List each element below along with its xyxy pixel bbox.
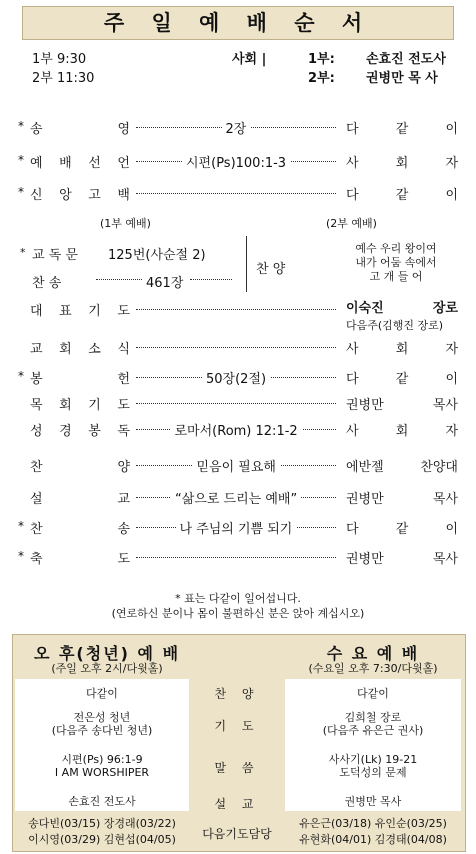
order-label: 교 회 소 식 bbox=[30, 342, 130, 357]
order-row bbox=[18, 184, 458, 204]
wednesday-word-2: 도덕성의 문제 bbox=[339, 766, 407, 779]
afternoon-word-2: I AM WORSHIPER bbox=[54, 766, 150, 779]
hymn-label: 찬 송 bbox=[32, 276, 62, 291]
order-leader: 권병만 목사 bbox=[346, 398, 458, 413]
order-row bbox=[18, 420, 458, 440]
order-leader: 다 같 이 bbox=[346, 522, 458, 537]
order-label: 봉 헌 bbox=[30, 372, 130, 387]
middle-sermon-label: 설 교 bbox=[214, 797, 260, 811]
first-host-name: 손효진 전도사 bbox=[366, 52, 446, 67]
praise-song-3: 고 개 들 어 bbox=[369, 270, 423, 283]
second-host-label: 2부: bbox=[308, 71, 335, 86]
wednesday-prayer-1: 김희철 장로 bbox=[344, 711, 402, 724]
stand-marker: * bbox=[18, 185, 24, 199]
page-title: 주 일 예 배 순 서 bbox=[22, 6, 454, 40]
wednesday-praise: 다같이 bbox=[357, 687, 389, 700]
afternoon-duty-1: 송다빈(03/15) 장경래(03/22) bbox=[28, 817, 176, 830]
stand-marker: * bbox=[18, 519, 24, 533]
order-detail: 믿음이 필요해 bbox=[193, 456, 280, 475]
order-detail: 로마서(Rom) 12:1-2 bbox=[171, 420, 302, 439]
afternoon-duty-2: 이시영(03/29) 김현섭(04/05) bbox=[28, 833, 176, 846]
middle-word-label: 말 씀 bbox=[214, 761, 260, 775]
second-service-time: 2부 11:30 bbox=[32, 71, 95, 86]
praise-label: 찬 양 bbox=[256, 262, 286, 277]
leader-dots bbox=[136, 347, 336, 348]
order-leader: 사 회 자 bbox=[346, 156, 458, 171]
order-label: 설 교 bbox=[30, 492, 130, 507]
stand-marker: * bbox=[18, 549, 24, 563]
order-row bbox=[18, 548, 458, 568]
order-row bbox=[18, 338, 458, 358]
order-detail: 시편(Ps)100:1-3 bbox=[182, 152, 290, 171]
order-label: 성 경 봉 독 bbox=[30, 424, 130, 439]
order-row bbox=[18, 456, 458, 476]
order-leader: 권병만 목사 bbox=[346, 492, 458, 507]
praise-song-2: 내가 어둠 속에서 bbox=[355, 256, 437, 269]
order-row bbox=[18, 518, 458, 538]
wednesday-word-1: 사사기(Lk) 19-21 bbox=[328, 753, 418, 766]
host-label: 사회 | bbox=[232, 52, 267, 67]
afternoon-title: 오 후(청년) 예 배 bbox=[33, 644, 181, 663]
afternoon-sermon: 손효진 전도사 bbox=[68, 795, 136, 808]
first-service-label: (1부 예배) bbox=[100, 217, 151, 230]
praise-songs bbox=[336, 242, 456, 284]
order-row bbox=[18, 394, 458, 414]
order-label: 대 표 기 도 bbox=[30, 304, 130, 319]
wednesday-sermon: 권병만 목사 bbox=[344, 795, 402, 808]
afternoon-word-1: 시편(Ps) 96:1-9 bbox=[61, 753, 143, 766]
evening-services-panel bbox=[12, 634, 466, 852]
split-star: * bbox=[20, 246, 26, 259]
note-line-1: * 표는 다같이 일어섭니다. bbox=[175, 592, 301, 605]
order-label: 축 도 bbox=[30, 552, 130, 567]
hymn-value: 461장 bbox=[146, 276, 184, 291]
hymn-leader-dots bbox=[96, 279, 142, 280]
stand-marker: * bbox=[18, 119, 24, 133]
order-leader: 사 회 자 bbox=[346, 424, 458, 439]
order-row bbox=[18, 488, 458, 508]
afternoon-prayer-1: 전은성 청년 bbox=[73, 711, 131, 724]
wednesday-duty-2: 유현화(04/01) 김경태(04/08) bbox=[299, 833, 447, 846]
first-host-label: 1부: bbox=[308, 52, 335, 67]
hymn-trailing-dots bbox=[190, 279, 232, 280]
order-detail: 50장(2절) bbox=[202, 368, 270, 387]
stand-marker: * bbox=[18, 153, 24, 167]
order-row bbox=[18, 118, 458, 138]
afternoon-prayer-2: (다음주 송다빈 청년) bbox=[51, 724, 153, 737]
order-label: 송 영 bbox=[30, 122, 130, 137]
wednesday-duty-1: 유은근(03/18) 유인순(03/25) bbox=[299, 817, 447, 830]
second-service-label: (2부 예배) bbox=[326, 217, 377, 230]
first-service-time: 1부 9:30 bbox=[32, 52, 87, 67]
leader-dots bbox=[136, 403, 336, 404]
afternoon-subtitle: (주일 오후 2시/다윗홀) bbox=[51, 662, 163, 675]
order-leader: 권병만 목사 bbox=[346, 552, 458, 567]
confession-label: 교 독 문 bbox=[32, 248, 78, 263]
order-row bbox=[18, 368, 458, 388]
order-leader: 다 같 이 bbox=[346, 372, 458, 387]
leader-dots bbox=[136, 557, 336, 558]
order-leader: 이숙진 장로 bbox=[346, 301, 458, 316]
order-row bbox=[18, 300, 458, 332]
wednesday-subtitle: (수요일 오후 7:30/다윗홀) bbox=[308, 662, 438, 675]
middle-praise-label: 찬 양 bbox=[214, 687, 260, 701]
confession-value: 125번(사순절 2) bbox=[108, 248, 206, 263]
afternoon-praise: 다같이 bbox=[86, 687, 118, 700]
order-leader-next: 다음주(김행진 장로) bbox=[346, 319, 444, 332]
order-leader: 에반젤 찬양대 bbox=[346, 460, 458, 475]
leader-dots bbox=[136, 309, 336, 310]
order-row bbox=[18, 152, 458, 172]
order-label: 찬 양 bbox=[30, 460, 130, 475]
praise-song-1: 예수 우리 왕이여 bbox=[355, 242, 437, 255]
note-line-2: (연로하신 분이나 몸이 불편하신 분은 앉아 계십시오) bbox=[111, 607, 365, 620]
order-leader: 다 같 이 bbox=[346, 122, 458, 137]
order-label: 목 회 기 도 bbox=[30, 398, 130, 413]
order-label: 예 배 선 언 bbox=[30, 156, 130, 171]
leader-dots bbox=[136, 193, 336, 194]
middle-duty-label: 다음기도담당 bbox=[202, 827, 272, 841]
wednesday-prayer-2: (다음주 유은근 권사) bbox=[322, 724, 424, 737]
order-label: 신 앙 고 백 bbox=[30, 188, 130, 203]
stand-marker: * bbox=[18, 369, 24, 383]
split-divider bbox=[246, 236, 247, 292]
order-label: 찬 송 bbox=[30, 522, 130, 537]
order-detail: 2장 bbox=[222, 118, 251, 137]
wednesday-title: 수 요 예 배 bbox=[326, 644, 420, 663]
order-detail: “삶으로 드리는 예배” bbox=[171, 488, 301, 507]
order-leader: 다 같 이 bbox=[346, 188, 458, 203]
order-leader: 사 회 자 bbox=[346, 342, 458, 357]
second-host-name: 권병만 목 사 bbox=[366, 71, 438, 86]
middle-prayer-label: 기 도 bbox=[214, 719, 260, 733]
order-detail: 나 주님의 기쁨 되기 bbox=[176, 518, 297, 537]
